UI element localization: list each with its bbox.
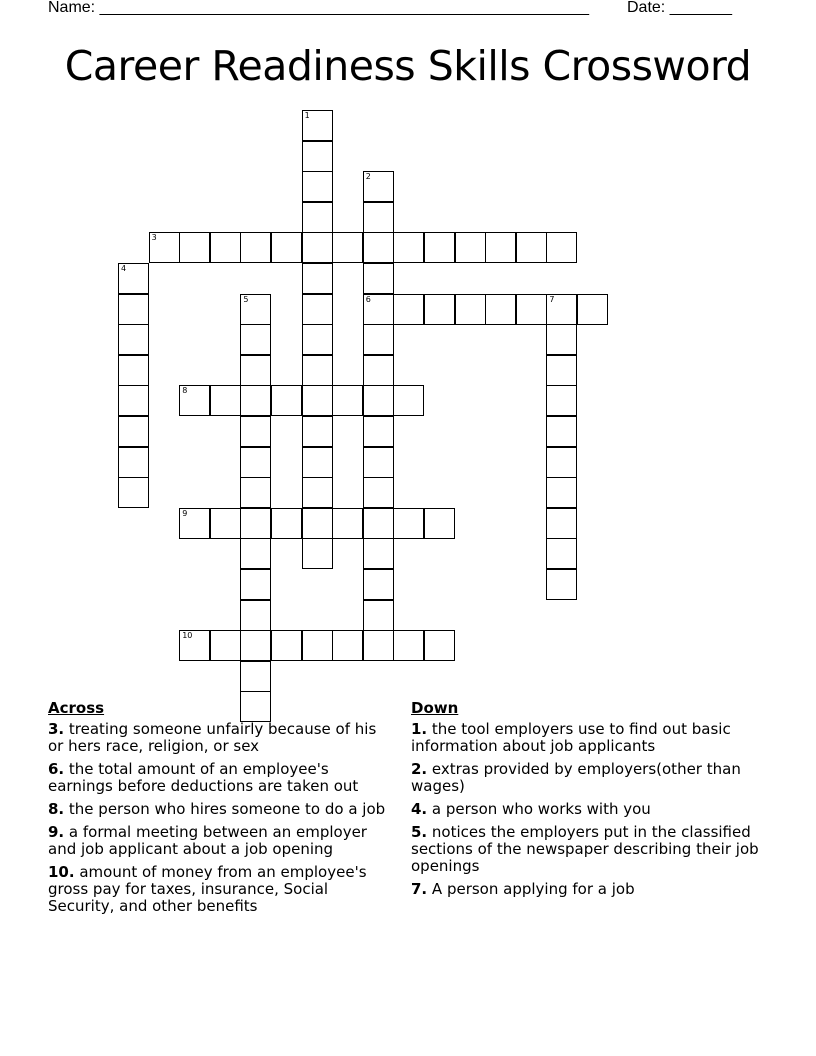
grid-cell[interactable] [393,232,424,263]
clue-number: 4 [121,264,127,273]
grid-cell[interactable] [363,630,394,661]
clue-text: a person who works with you [427,800,651,818]
grid-cell[interactable] [363,294,394,325]
grid-cell[interactable] [424,630,455,661]
grid-cell[interactable] [363,508,394,539]
clue-number: 3. [48,720,65,738]
across-clue [48,721,393,755]
grid-cell[interactable] [332,232,363,263]
clue-text: the tool employers use to find out basic information about job applicants [411,720,731,755]
grid-cell[interactable] [363,202,394,233]
clue-text: the total amount of an employee's earnings before deductions are taken out [48,760,359,795]
grid-cell[interactable] [424,232,455,263]
clue-number: 7. [411,880,428,898]
grid-cell[interactable] [118,447,149,478]
clue-number: 9 [182,508,188,518]
grid-cell[interactable] [546,385,577,416]
grid-cell[interactable] [393,630,424,661]
across-clues [48,700,393,921]
grid-cell[interactable] [546,447,577,478]
grid-cell[interactable] [118,294,149,325]
grid-cell[interactable] [210,232,241,263]
clue-number: 9. [48,823,65,841]
date-line[interactable]: _______ [669,0,732,16]
grid-cell[interactable] [546,324,577,355]
across-clue [48,761,393,795]
grid-cell[interactable] [271,232,302,263]
name-line[interactable]: _______________________________________________________ [99,0,589,16]
grid-cell[interactable] [240,600,271,631]
clue-number: 3 [151,233,157,243]
clue-number: 4. [411,800,428,818]
grid-cell[interactable] [302,324,333,355]
grid-cell[interactable] [271,508,302,539]
grid-cell[interactable] [363,416,394,447]
grid-cell[interactable] [424,508,455,539]
grid-cell[interactable] [485,294,516,325]
grid-cell[interactable] [363,477,394,508]
grid-cell[interactable] [240,385,271,416]
grid-cell[interactable] [485,232,516,263]
grid-cell[interactable] [302,477,333,508]
clue-number: 7 [549,294,555,304]
clue-number: 6. [48,760,65,778]
grid-cell[interactable] [271,385,302,416]
grid-cell[interactable] [546,569,577,600]
across-heading: Across [48,699,105,717]
clue-text: a formal meeting between an employer and job applicant about a job opening [48,823,367,858]
grid-cell[interactable] [577,294,608,325]
grid-cell[interactable] [302,294,333,325]
clue-number: 2 [365,172,371,182]
clue-text: the person who hires someone to do a job [64,800,386,818]
down-clue [411,824,761,875]
name-label: Name: [48,0,100,16]
grid-cell[interactable] [302,202,333,233]
clue-text: notices the employers put in the classified sections of the newspaper describing their job openings [411,823,759,875]
grid-cell[interactable] [363,324,394,355]
grid-cell[interactable] [118,355,149,386]
down-clue-list [411,721,761,898]
grid-cell[interactable] [240,630,271,661]
grid-cell[interactable] [546,416,577,447]
clue-number: 8 [182,386,188,396]
grid-cell[interactable] [424,294,455,325]
grid-cell[interactable] [302,447,333,478]
grid-cell[interactable] [546,294,577,325]
grid-cell[interactable] [363,263,394,294]
grid-cell[interactable] [118,416,149,447]
grid-cell[interactable] [393,294,424,325]
grid-cell[interactable] [240,538,271,569]
grid-cell[interactable] [118,385,149,416]
clue-text: extras provided by employers(other than wages) [411,760,741,795]
grid-cell[interactable] [240,294,271,325]
grid-cell[interactable] [179,630,210,661]
clue-number: 5 [243,294,249,304]
grid-cell[interactable] [546,538,577,569]
grid-cell[interactable] [363,538,394,569]
grid-cell[interactable] [118,477,149,508]
grid-cell[interactable] [393,508,424,539]
grid-cell[interactable] [240,508,271,539]
down-clue [411,801,761,818]
grid-cell[interactable] [240,661,271,692]
down-heading: Down [411,699,459,717]
grid-cell[interactable] [240,569,271,600]
grid-cell[interactable] [516,294,547,325]
grid-cell[interactable] [240,447,271,478]
clue-text: treating someone unfairly because of his or hers race, religion, or sex [48,720,377,755]
grid-cell[interactable] [363,355,394,386]
grid-cell[interactable] [302,355,333,386]
grid-cell[interactable] [179,508,210,539]
grid-cell[interactable] [210,630,241,661]
grid-cell[interactable] [302,385,333,416]
grid-cell[interactable] [210,508,241,539]
grid-cell[interactable] [332,630,363,661]
grid-cell[interactable] [118,263,149,294]
grid-cell[interactable] [302,232,333,263]
clue-number: 10. [48,863,75,881]
grid-cell[interactable] [332,508,363,539]
grid-cell[interactable] [149,232,180,263]
grid-cell[interactable] [240,324,271,355]
across-clue [48,864,393,915]
clue-number: 1 [304,111,310,120]
grid-cell[interactable] [455,294,486,325]
clue-number: 6 [365,294,371,304]
grid-cell[interactable] [516,232,547,263]
grid-cell[interactable] [302,263,333,294]
down-clues [411,700,761,904]
grid-cell[interactable] [302,538,333,569]
grid-cell[interactable] [363,171,394,202]
grid-cell[interactable] [363,600,394,631]
grid-cell[interactable] [332,385,363,416]
grid-cell[interactable] [546,477,577,508]
across-clue-list [48,721,393,915]
grid-cell[interactable] [363,569,394,600]
clue-number: 8. [48,800,65,818]
grid-cell[interactable] [363,232,394,263]
grid-cell[interactable] [118,324,149,355]
clue-number: 5. [411,823,428,841]
across-clue [48,824,393,858]
clue-text: A person applying for a job [427,880,635,898]
grid-cell[interactable] [302,141,333,172]
grid-cell[interactable] [179,385,210,416]
clue-number: 1. [411,720,428,738]
grid-cell[interactable] [240,477,271,508]
grid-cell[interactable] [546,232,577,263]
grid-cell[interactable] [302,508,333,539]
grid-cell[interactable] [302,630,333,661]
grid-cell[interactable] [240,355,271,386]
grid-cell[interactable] [302,171,333,202]
date-label: Date: [627,0,670,16]
grid-cell[interactable] [179,232,210,263]
down-clue [411,721,761,755]
grid-cell[interactable] [455,232,486,263]
down-clue [411,881,761,898]
page-title: Career Readiness Skills Crossword [64,42,752,90]
grid-cell[interactable] [302,110,333,141]
clue-text: amount of money from an employee's gross pay for taxes, insurance, Social Security, and other benefits [48,863,367,915]
grid-cell[interactable] [546,355,577,386]
clue-number: 10 [182,631,193,641]
clue-number: 2. [411,760,428,778]
grid-cell[interactable] [546,508,577,539]
grid-cell[interactable] [240,232,271,263]
grid-cell[interactable] [363,385,394,416]
grid-cell[interactable] [210,385,241,416]
grid-cell[interactable] [393,385,424,416]
grid-cell[interactable] [363,447,394,478]
across-clue [48,801,393,818]
grid-cell[interactable] [302,416,333,447]
grid-cell[interactable] [240,416,271,447]
grid-cell[interactable] [271,630,302,661]
down-clue [411,761,761,795]
